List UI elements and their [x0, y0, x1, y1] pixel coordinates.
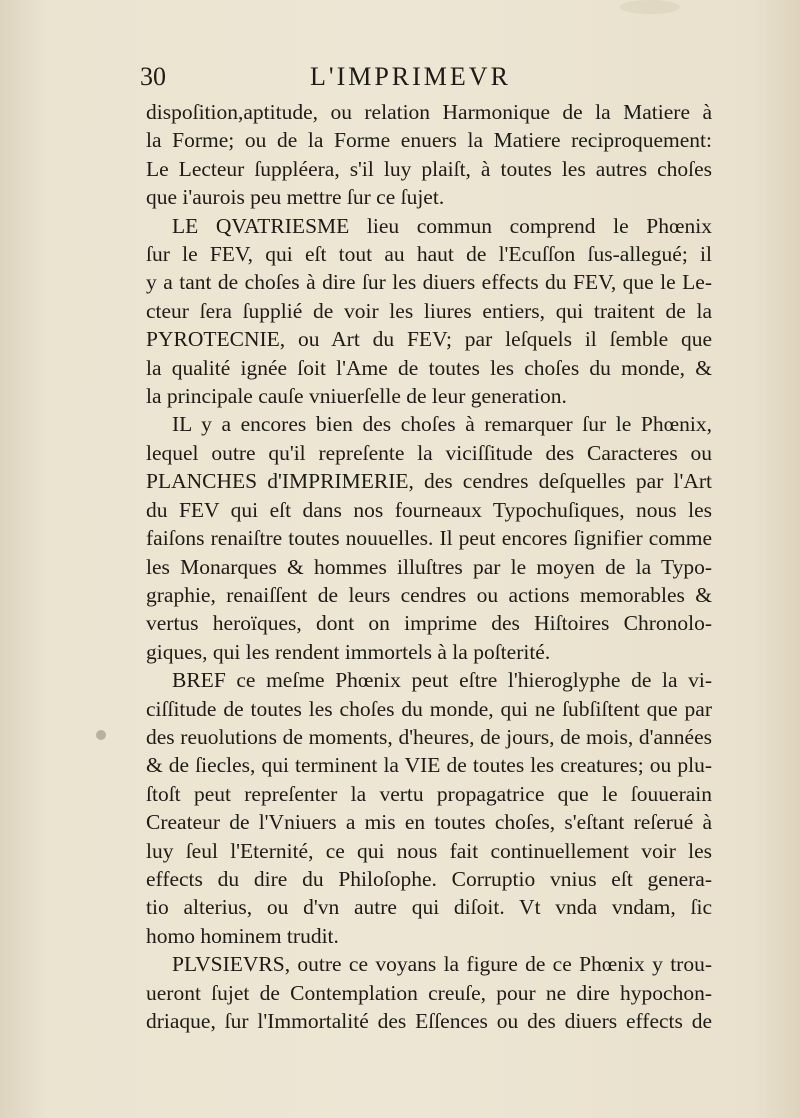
- text-line: Createur de l'Vniuers a mis en toutes choſes, s'eſtant reſerué à: [146, 810, 712, 835]
- text-line: PYROTECNIE, ou Art du FEV; par leſquels il ſemble que: [146, 327, 712, 352]
- paper-stain: [96, 730, 106, 740]
- text-line: Le Lecteur ſuppléera, s'il luy plaiſt, à toutes les autres choſes: [146, 156, 712, 181]
- text-line: y a tant de choſes à dire ſur les diuers effects du FEV, que le Le-: [146, 270, 712, 295]
- text-line: effects du dire du Philoſophe. Corruptio vnius eſt genera-: [146, 866, 712, 891]
- text-line: ſtoſt peut repreſenter la vertu propagatrice que le ſouuerain: [146, 781, 712, 806]
- paragraph-start-line: BREF ce meſme Phœnix peut eſtre l'hieroglyphe de la vi-: [172, 668, 712, 693]
- text-line: cteur ſera ſupplié de voir les liures entiers, qui traitent de la: [146, 298, 712, 323]
- text-line: dispoſition,aptitude, ou relation Harmonique de la Matiere à: [146, 100, 712, 124]
- page-header: [140, 62, 710, 96]
- text-line: la qualité ignée ſoit l'Ame de toutes les choſes du monde, &: [146, 355, 712, 380]
- text-line: & de ſiecles, qui terminent la VIE de toutes les creatures; ou plu-: [146, 753, 712, 778]
- text-line: homo hominem trudit.: [146, 923, 339, 948]
- text-line: faiſons renaiſtre toutes nouuelles. Il peut encores ſignifier comme: [146, 526, 712, 551]
- text-line: graphie, renaiſſent de leurs cendres ou actions memorables &: [146, 582, 712, 607]
- paragraph-start-line: LE QVATRIESME lieu commun comprend le Phœnix: [172, 213, 712, 238]
- text-line: du FEV qui eſt dans nos fourneaux Typochuſiques, nous les: [146, 497, 712, 522]
- paragraph-start-line: IL y a encores bien des choſes à remarquer ſur le Phœnix,: [172, 412, 712, 437]
- paragraph-start-line: PLVSIEVRS, outre ce voyans la figure de ce Phœnix y trou-: [172, 952, 712, 977]
- paper-stain: [620, 0, 680, 14]
- text-line: la Forme; ou de la Forme enuers la Matiere reciproquement:: [146, 128, 712, 153]
- page-number: 30: [140, 62, 166, 91]
- text-line: vertus heroïques, dont on imprime des Hiſtoires Chronolo-: [146, 611, 712, 636]
- text-line: des reuolutions de moments, d'heures, de jours, de mois, d'années: [146, 724, 712, 749]
- text-line: giques, qui les rendent immortels à la poſterité.: [146, 639, 551, 664]
- body-text: [146, 98, 712, 1035]
- text-line: ſur le FEV, qui eſt tout au haut de l'Ecuſſon ſus-allegué; il: [146, 242, 712, 267]
- text-line: driaque, ſur l'Immortalité des Eſſences ou des diuers effects de: [146, 1009, 712, 1033]
- text-line: que i'aurois peu mettre ſur ce ſujet.: [146, 185, 445, 210]
- text-line: PLANCHES d'IMPRIMERIE, des cendres deſquelles par l'Art: [146, 469, 712, 494]
- text-line: lequel outre qu'il repreſente la viciſſitude des Caracteres ou: [146, 440, 712, 465]
- text-line: la principale cauſe vniuerſelle de leur generation.: [146, 384, 567, 409]
- text-line: les Monarques & hommes illuſtres par le moyen de la Typo-: [146, 554, 712, 579]
- text-line: tio alterius, ou d'vn autre qui diſoit. Vt vnda vndam, ſic: [146, 895, 712, 920]
- text-line: ciſſitude de toutes les choſes du monde, qui ne ſubſiſtent que par: [146, 696, 712, 721]
- text-line: luy ſeul l'Eternité, ce qui nous fait continuellement voir les: [146, 838, 712, 863]
- running-head: L'IMPRIMEVR: [310, 62, 511, 91]
- text-line: ueront ſujet de Contemplation creuſe, pour ne dire hypochon-: [146, 980, 712, 1005]
